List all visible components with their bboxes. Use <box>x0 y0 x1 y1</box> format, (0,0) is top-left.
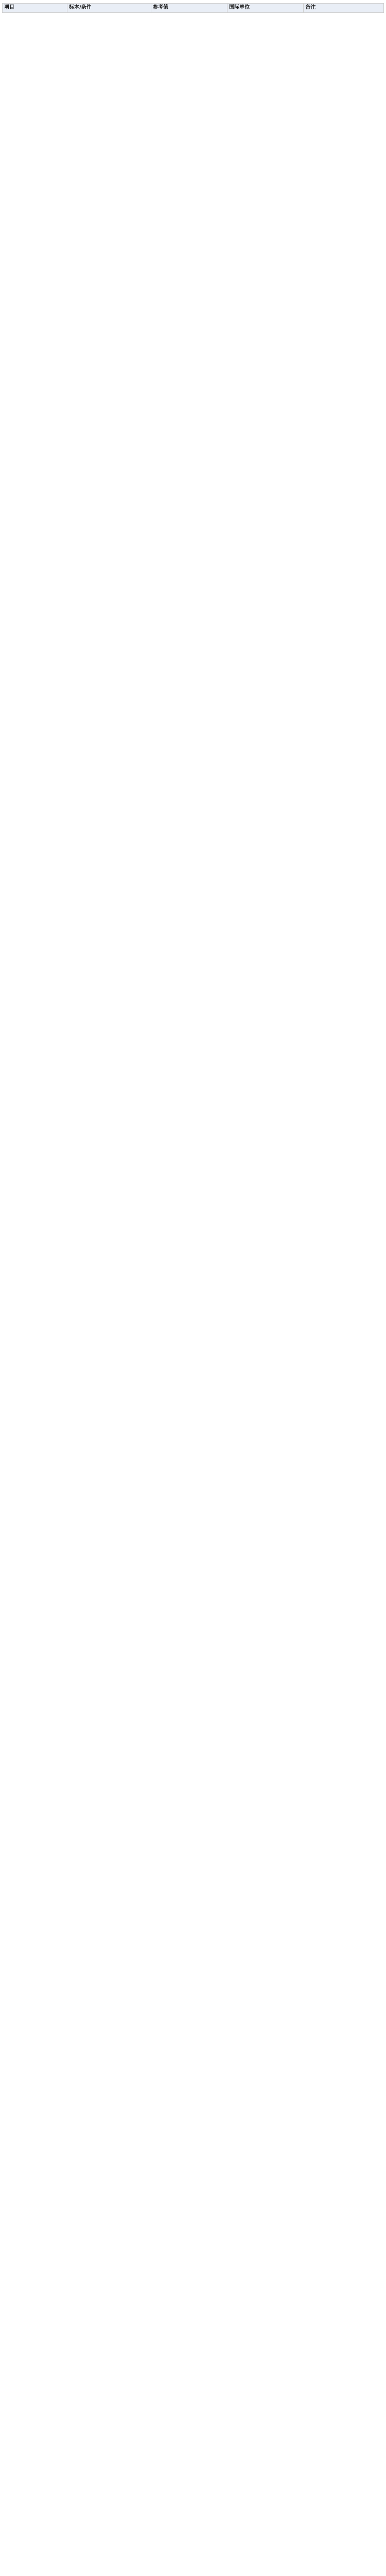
header-conventional: 参考值 <box>151 4 227 13</box>
header-si: 国际单位 <box>227 4 304 13</box>
reference-range-table <box>2 3 384 13</box>
header-note: 备注 <box>304 4 384 13</box>
header-item: 项目 <box>3 4 67 13</box>
table-header <box>3 4 384 13</box>
header-row <box>3 4 384 13</box>
header-condition: 标本/条件 <box>67 4 151 13</box>
